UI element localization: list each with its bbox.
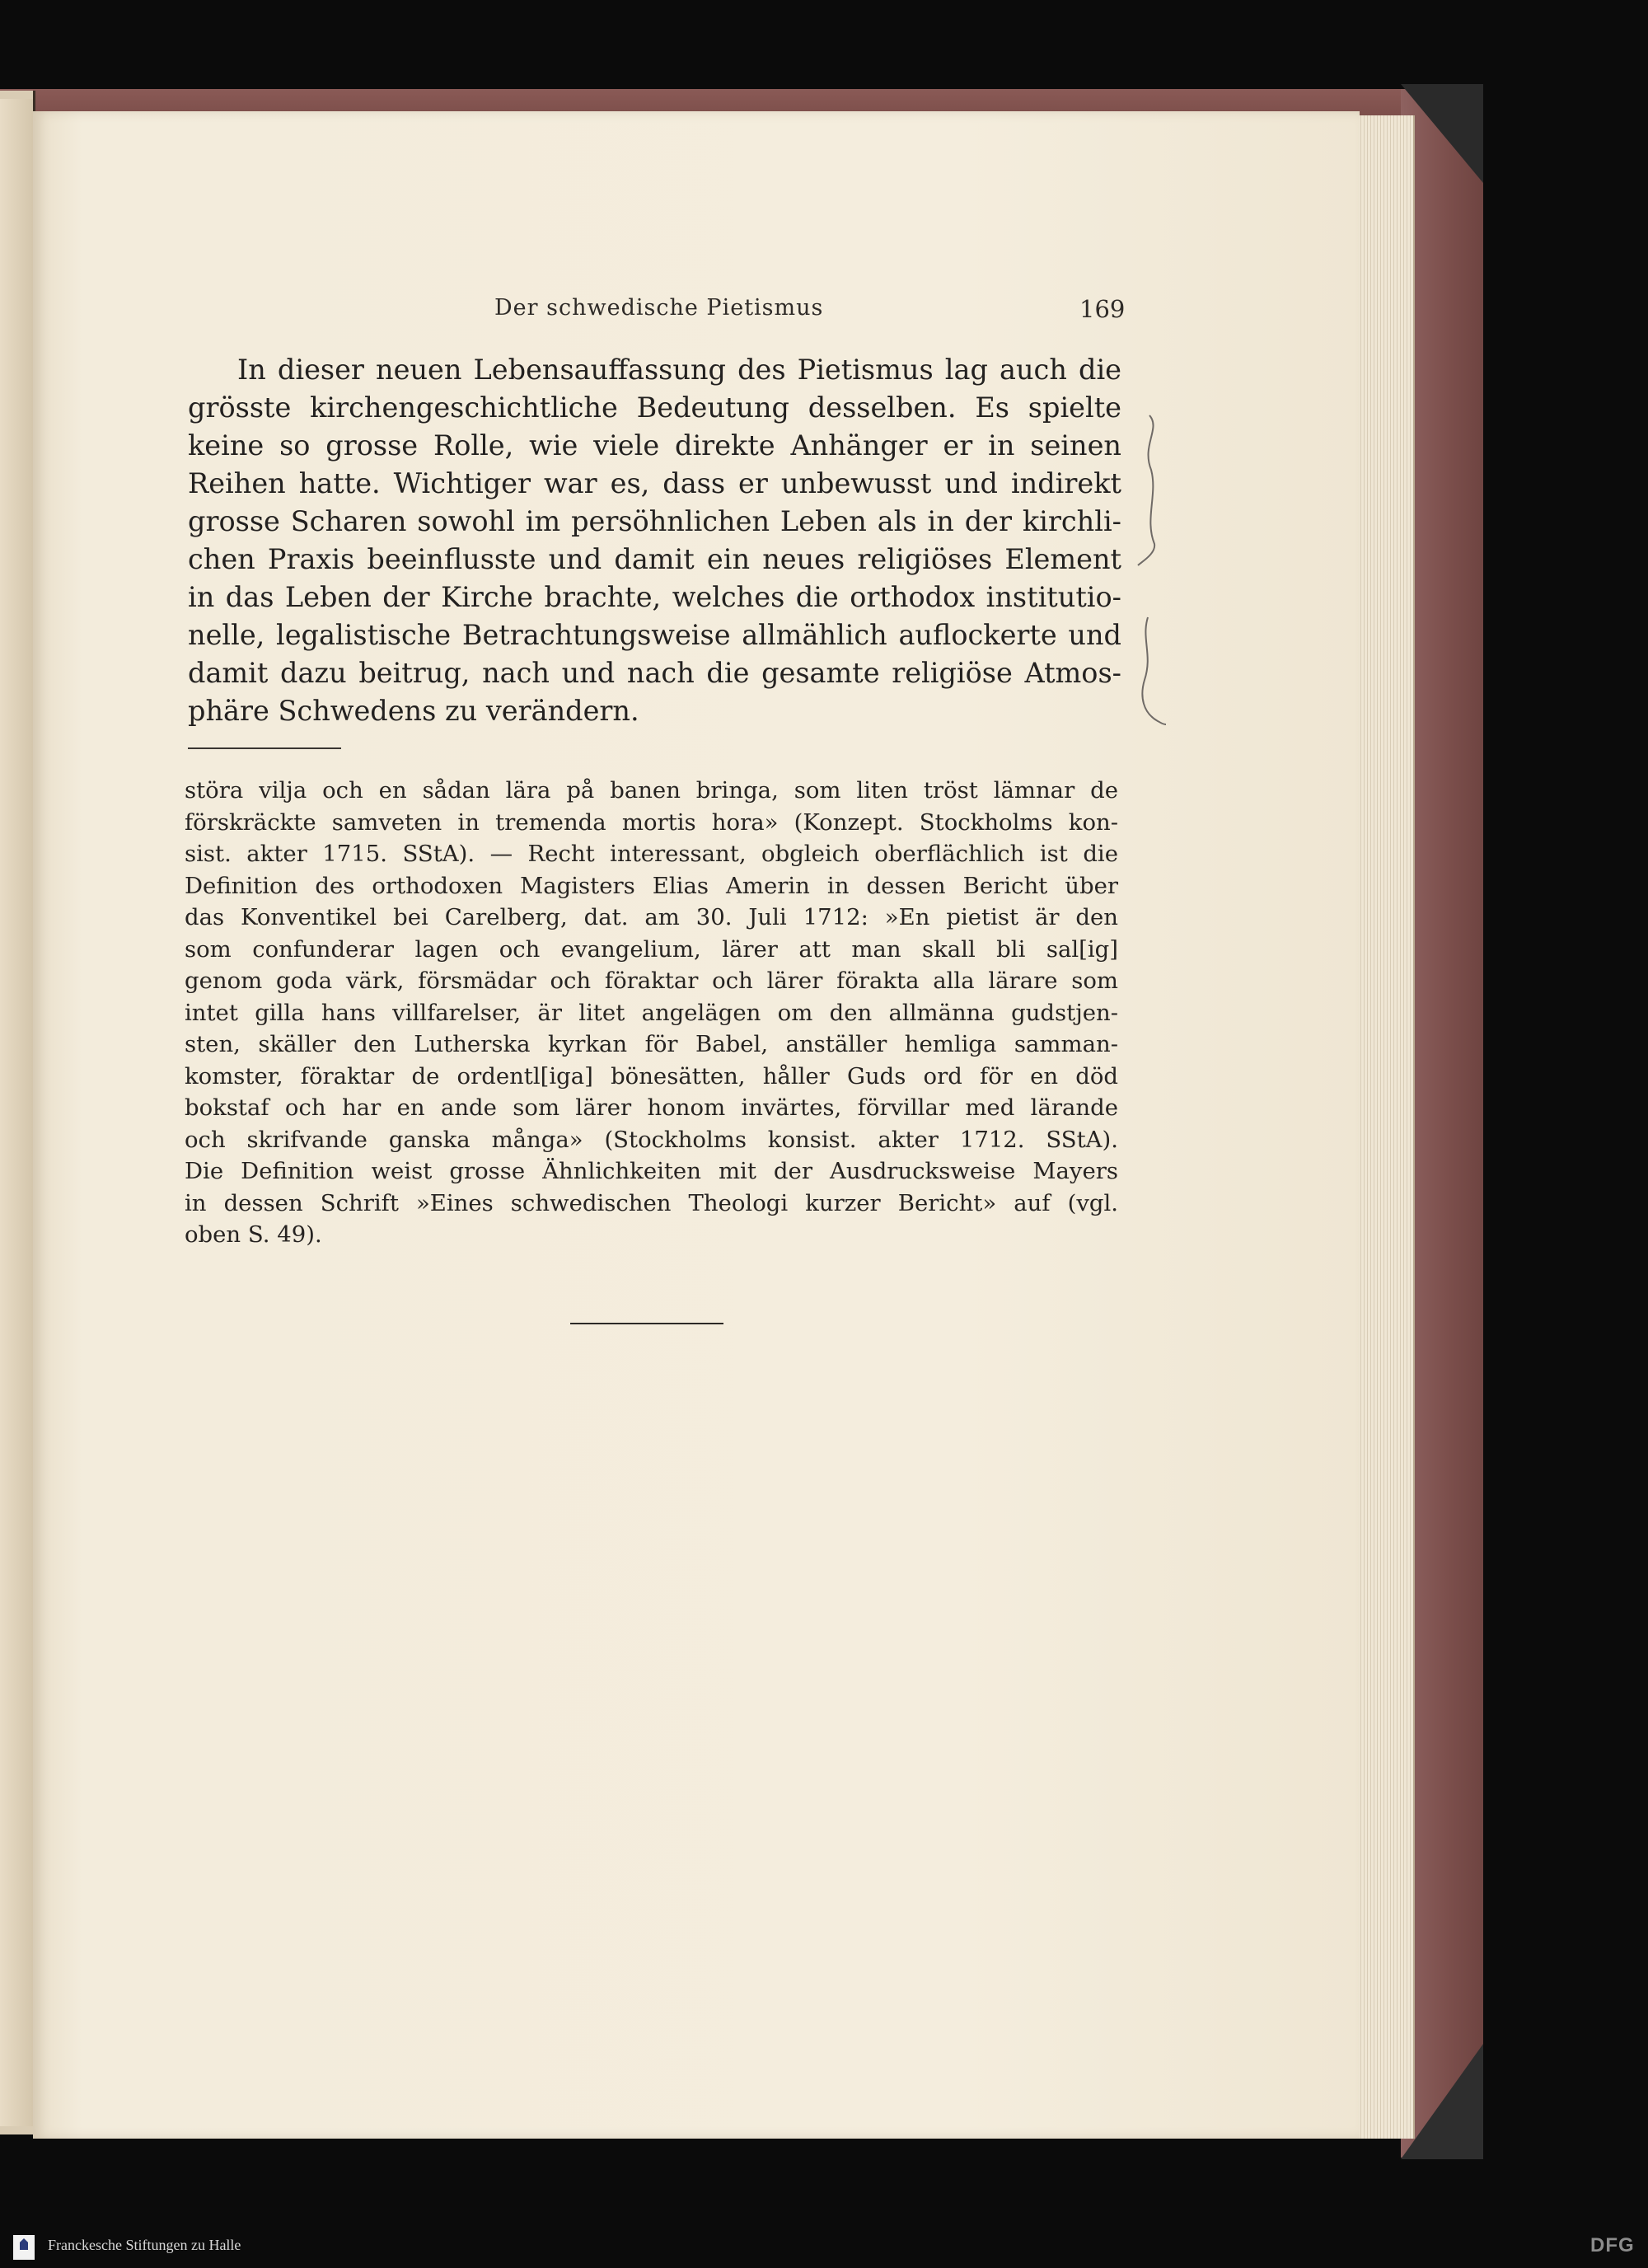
- dfg-logo[interactable]: DFG: [1590, 2234, 1635, 2256]
- page-stack-edge: [1351, 115, 1415, 2139]
- body-line: damit dazu beitrug, nach und nach die gesamte religiöse Atmos-: [188, 657, 1121, 689]
- footnote-line: förskräckte samveten in tremenda mortis hora» (Konzept. Stockholms kon-: [185, 808, 1118, 836]
- footnote-line: komster, föraktar de ordentl[iga] bönesätten, håller Guds ord för en död: [185, 1062, 1118, 1089]
- footnote-line: oben S. 49).: [185, 1221, 322, 1248]
- footnote-line: sist. akter 1715. SStA). — Recht interessant, obgleich oberflächlich ist die: [185, 841, 1118, 867]
- body-line: grosse Scharen sowohl im persöhnlichen Leben als in der kirchli-: [188, 505, 1121, 537]
- body-line: chen Praxis beeinflusste und damit ein neues religiöses Element: [188, 543, 1121, 575]
- body-line: keine so grosse Rolle, wie viele direkte Anhänger er in seinen: [188, 429, 1121, 462]
- body-line: phäre Schwedens zu verändern.: [188, 695, 639, 727]
- viewer-footer: [0, 2225, 1648, 2268]
- footnote-line: som confunderar lagen och evangelium, lärer att man skall bli sal[ig]: [185, 935, 1118, 963]
- footnote: [185, 775, 1118, 1251]
- main-paragraph: [188, 351, 1121, 730]
- body-line: nelle, legalistische Betrachtungsweise allmählich auflockerte und: [188, 619, 1121, 651]
- running-title: Der schwedische Pietismus: [494, 295, 824, 321]
- footnote-line: och skrifvande ganska många» (Stockholms konsist. akter 1712. SStA).: [185, 1126, 1118, 1153]
- footnote-line: störa vilja och en sådan lära på banen bringa, som liten tröst lämnar de: [185, 777, 1118, 804]
- chapter-end-rule: [570, 1323, 723, 1324]
- footnote-separator: [188, 747, 341, 749]
- pencil-bracket-upper: [1133, 412, 1166, 569]
- publisher-logo-icon[interactable]: [13, 2235, 35, 2260]
- publisher-link[interactable]: Franckesche Stiftungen zu Halle: [48, 2237, 241, 2253]
- body-line: Reihen hatte. Wichtiger war es, dass er unbewusst und indirekt: [188, 467, 1121, 499]
- footnote-line: intet gilla hans villfarelser, är litet angelägen om den allmänna gudstjen-: [185, 999, 1118, 1026]
- footnote-line: bokstaf och har en ande som lärer honom invärtes, förvillar med lärande: [185, 1094, 1118, 1121]
- body-line: grösste kirchengeschichtliche Bedeutung desselben. Es spielte: [188, 391, 1121, 424]
- page-number: 169: [1079, 295, 1126, 323]
- footnote-line: Definition des orthodoxen Magisters Elias Amerin in dessen Bericht über: [185, 872, 1118, 899]
- body-line: in das Leben der Kirche brachte, welches die orthodox institutio-: [188, 581, 1121, 613]
- body-line: In dieser neuen Lebensauffassung des Pietismus lag auch die: [237, 354, 1121, 386]
- pencil-bracket-lower: [1133, 614, 1166, 729]
- logo-mark: [20, 2238, 28, 2250]
- footnote-line: das Konventikel bei Carelberg, dat. am 30. Juli 1712: »En pietist är den: [185, 904, 1118, 930]
- footnote-line: genom goda värk, försmädar och föraktar och lärer förakta alla lärare som: [185, 968, 1118, 994]
- footnote-line: sten, skäller den Lutherska kyrkan för Babel, anställer hemliga samman-: [185, 1031, 1118, 1057]
- footnote-line: in dessen Schrift »Eines schwedischen Theologi kurzer Bericht» auf (vgl.: [185, 1189, 1118, 1216]
- previous-page-edge: [0, 99, 33, 2126]
- footnote-line: Die Definition weist grosse Ähnlichkeiten mit der Ausdrucksweise Mayers: [185, 1158, 1118, 1184]
